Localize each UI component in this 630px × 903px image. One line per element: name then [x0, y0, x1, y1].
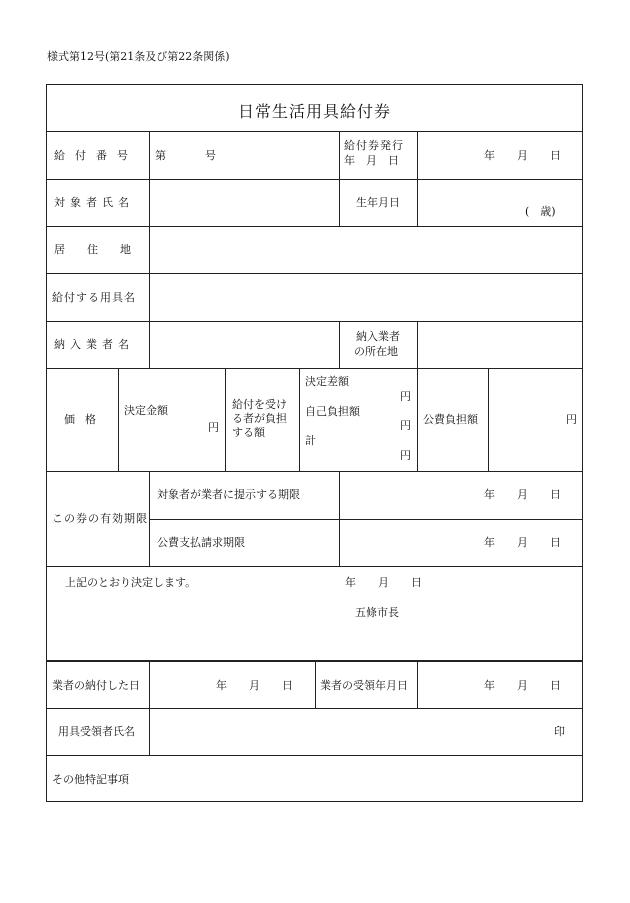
- label-receipt-date: 業者の受領年月日: [320, 679, 408, 692]
- row-payment-number: [47, 132, 582, 180]
- label-birth-date: 生年月日: [356, 196, 400, 209]
- yen-decided: 円: [208, 421, 219, 434]
- form-title: 日常生活用具給付券: [237, 102, 391, 121]
- label-validity: この券の有効期限: [52, 512, 148, 525]
- yen-difference: 円: [400, 390, 411, 403]
- row-residence: [47, 227, 582, 274]
- label-remarks: その他特記事項: [52, 773, 129, 786]
- label-total: 計: [305, 434, 316, 447]
- voucher-form: [46, 84, 583, 802]
- row-remarks: [47, 756, 582, 801]
- age-value[interactable]: ( 歳): [525, 205, 556, 218]
- label-supplier-address-1: 納入業者: [356, 330, 400, 343]
- mayor-name: 五條市長: [355, 606, 399, 619]
- issue-date-value[interactable]: 年 月 日: [484, 149, 561, 162]
- form-number: 様式第12号(第21条及び第22条関係): [47, 50, 230, 63]
- label-self-burden: 自己負担額: [305, 405, 360, 418]
- label-recipient-burden-1: 給付を受け: [232, 398, 287, 411]
- label-recipient-burden-3: する額: [232, 426, 265, 439]
- decision-date[interactable]: 年 月 日: [345, 576, 422, 589]
- present-deadline-date[interactable]: 年 月 日: [484, 488, 561, 501]
- row-equipment-name: [47, 274, 582, 322]
- label-present-deadline: 対象者が業者に提示する期限: [157, 488, 300, 501]
- yen-public-burden: 円: [566, 413, 577, 426]
- row-subject-name: [47, 180, 582, 227]
- yen-total: 円: [400, 449, 411, 462]
- label-issue-date-2: 年 月 日: [344, 154, 399, 167]
- yen-self-burden: 円: [400, 419, 411, 432]
- row-delivery: [47, 662, 582, 709]
- row-receiver: [47, 709, 582, 756]
- title-row: [47, 85, 582, 132]
- label-claim-deadline: 公費支払請求期限: [157, 536, 245, 549]
- label-receiver-name: 用具受領者氏名: [58, 725, 135, 738]
- delivery-date-value[interactable]: 年 月 日: [216, 679, 293, 692]
- label-price: 価格: [64, 413, 106, 426]
- receipt-date-value[interactable]: 年 月 日: [484, 679, 561, 692]
- label-decided-amount: 決定金額: [124, 404, 168, 417]
- decision-block: [47, 567, 582, 662]
- label-recipient-burden-2: る者が負担: [232, 412, 287, 425]
- label-public-burden: 公費負担額: [423, 413, 478, 426]
- decision-text: 上記のとおり決定します。: [65, 576, 197, 589]
- label-supplier-name: 納入業者名: [54, 338, 134, 351]
- row-price: [47, 369, 582, 472]
- label-supplier-address-2: の所在地: [354, 345, 398, 358]
- claim-deadline-date[interactable]: 年 月 日: [484, 536, 561, 549]
- number-suffix: 号: [205, 149, 216, 162]
- label-equipment-name: 給付する用具名: [52, 291, 136, 304]
- label-decided-difference: 決定差額: [305, 375, 349, 388]
- label-issue-date-1: 給付券発行: [344, 139, 404, 152]
- label-payment-number: 給付番号: [54, 149, 138, 162]
- row-validity: [47, 472, 582, 567]
- seal-mark: 印: [554, 725, 565, 738]
- label-delivery-date: 業者の納付した日: [52, 679, 140, 692]
- label-residence: 居住地: [54, 243, 153, 256]
- number-prefix: 第: [155, 149, 166, 162]
- label-subject-name: 対象者氏名: [54, 196, 134, 209]
- row-supplier-name: [47, 322, 582, 369]
